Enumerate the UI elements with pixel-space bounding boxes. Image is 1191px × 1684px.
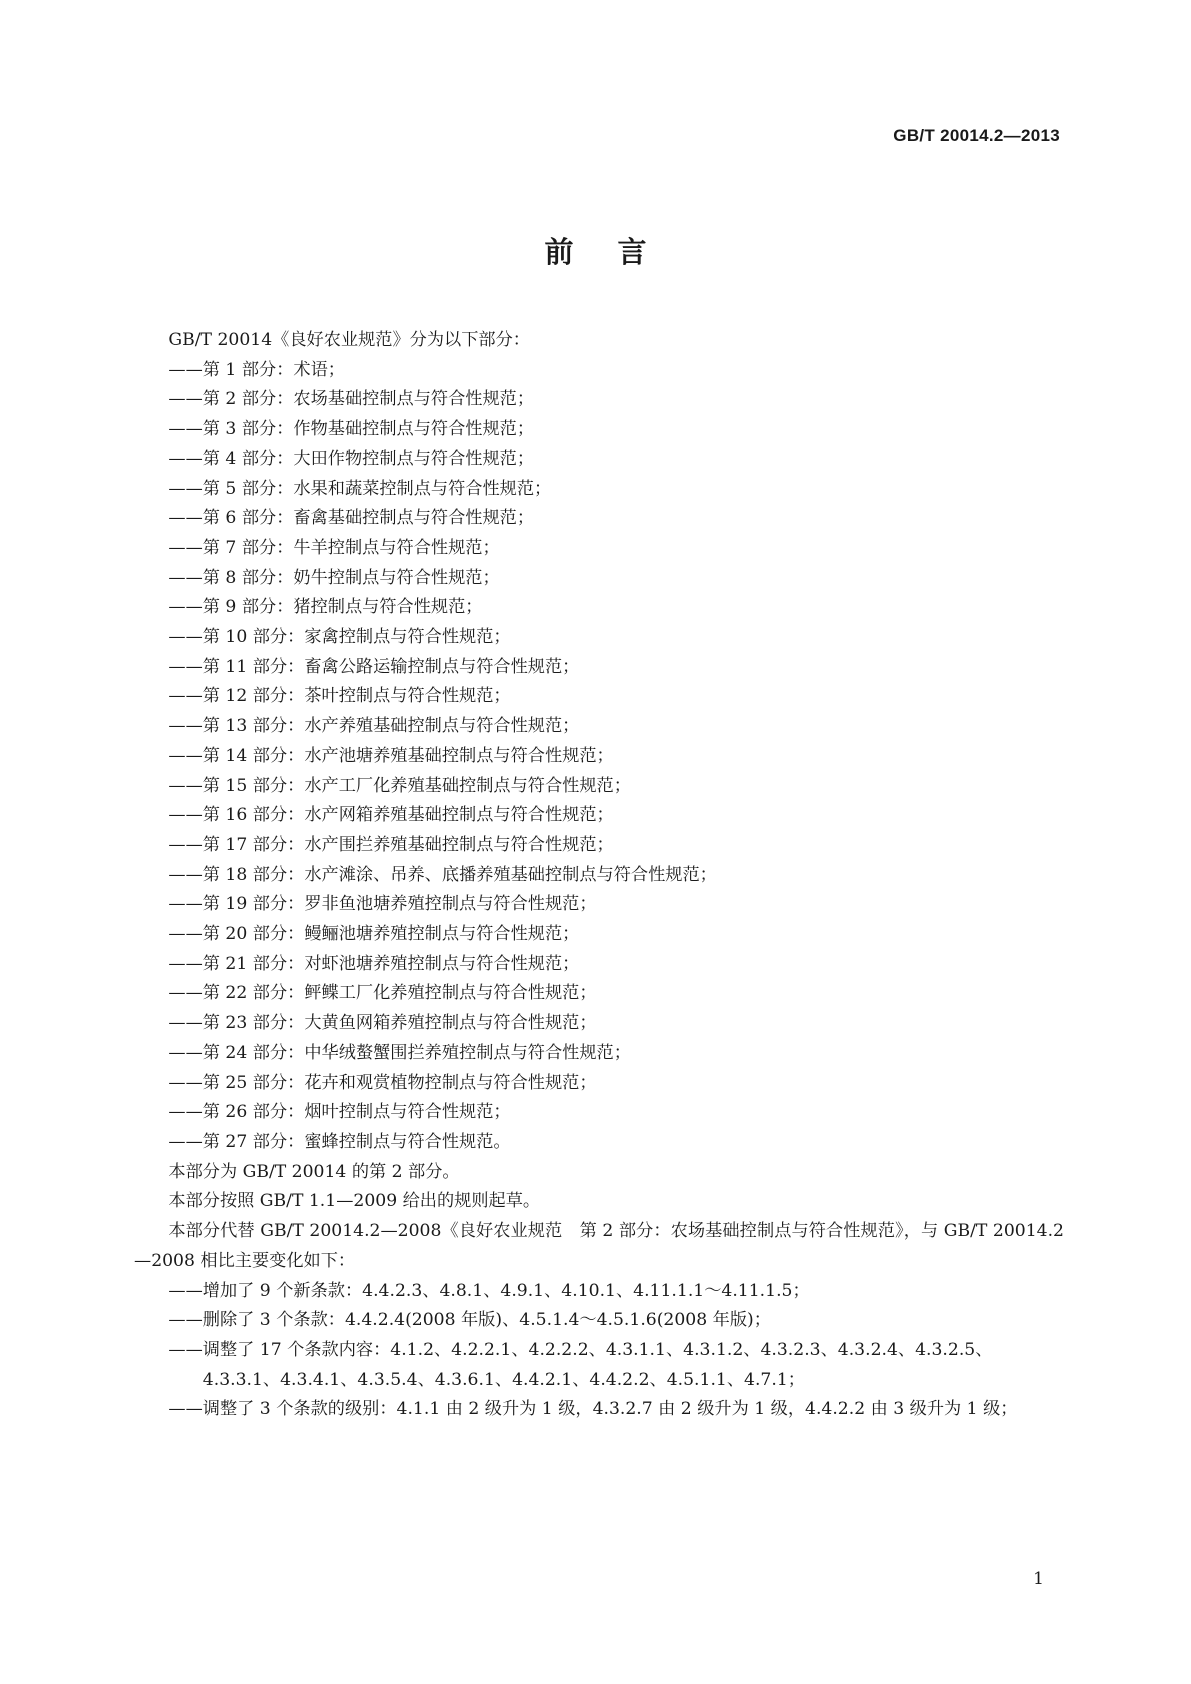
list-item: ——第 3 部分：作物基础控制点与符合性规范； <box>168 419 535 440</box>
list-item: ——删除了 3 个条款：4.4.2.4(2008 年版)、4.5.1.4～4.5.1.6(2008 年版)； <box>168 1310 771 1331</box>
list-item: ——调整了 17 个条款内容：4.1.2、4.2.2.1、4.2.2.2、4.3.1.1、4.3.1.2、4.3.2.3、4.3.2.4、4.3.2.5、4.3.3.1、4.3.4.1、4.3.5.4、4.3.6.1、4.4.2.1、4.4.2.2、4.5.1.1、4.7.1； <box>168 1339 993 1390</box>
list-item: ——第 5 部分：水果和蔬菜控制点与符合性规范； <box>168 478 552 499</box>
list-item: ——第 18 部分：水产滩涂、吊养、底播养殖基础控制点与符合性规范； <box>168 864 717 885</box>
parts-list <box>134 356 1064 1158</box>
list-item: ——第 11 部分：畜禽公路运输控制点与符合性规范； <box>168 656 580 677</box>
list-item: ——第 21 部分：对虾池塘养殖控制点与符合性规范； <box>168 953 580 974</box>
list-item: ——第 6 部分：畜禽基础控制点与符合性规范； <box>168 508 535 529</box>
list-item: ——第 12 部分：茶叶控制点与符合性规范； <box>168 686 511 707</box>
statement-replace: 本部分代替 GB/T 20014.2—2008《良好农业规范 第 2 部分：农场基础控制点与符合性规范》，与 GB/T 20014.2—2008 相比主要变化如下： <box>134 1221 1064 1271</box>
list-item: ——第 8 部分：奶牛控制点与符合性规范； <box>168 567 500 588</box>
list-item: ——第 15 部分：水产工厂化养殖基础控制点与符合性规范； <box>168 775 631 796</box>
statement-part: 本部分为 GB/T 20014 的第 2 部分。 <box>168 1161 460 1182</box>
list-item: ——第 2 部分：农场基础控制点与符合性规范； <box>168 389 535 410</box>
list-item: ——第 27 部分：蜜蜂控制点与符合性规范。 <box>168 1131 511 1152</box>
list-item: ——第 17 部分：水产围拦养殖基础控制点与符合性规范； <box>168 834 614 855</box>
list-item: ——第 26 部分：烟叶控制点与符合性规范； <box>168 1102 511 1123</box>
page-title: 前言 <box>544 235 691 269</box>
document-body <box>134 326 1064 1425</box>
list-item: ——第 9 部分：猪控制点与符合性规范； <box>168 597 483 618</box>
list-item: ——第 19 部分：罗非鱼池塘养殖控制点与符合性规范； <box>168 894 597 915</box>
list-item: ——第 23 部分：大黄鱼网箱养殖控制点与符合性规范； <box>168 1013 597 1034</box>
list-item: ——第 7 部分：牛羊控制点与符合性规范； <box>168 537 500 558</box>
standard-code: GB/T 20014.2—2013 <box>893 126 1060 145</box>
list-item: ——第 22 部分：鲆鲽工厂化养殖控制点与符合性规范； <box>168 983 597 1004</box>
intro-paragraph: GB/T 20014《良好农业规范》分为以下部分： <box>168 330 530 350</box>
list-item: ——第 20 部分：鳗鲡池塘养殖控制点与符合性规范； <box>168 924 580 945</box>
statement-rules: 本部分按照 GB/T 1.1—2009 给出的规则起草。 <box>168 1191 541 1212</box>
list-item: ——第 1 部分：术语； <box>168 359 345 380</box>
list-item: ——第 25 部分：花卉和观赏植物控制点与符合性规范； <box>168 1072 597 1093</box>
list-item: ——第 4 部分：大田作物控制点与符合性规范； <box>168 448 535 469</box>
page-number: 1 <box>1033 1569 1044 1589</box>
list-item: ——第 16 部分：水产网箱养殖基础控制点与符合性规范； <box>168 805 614 826</box>
list-item: ——第 14 部分：水产池塘养殖基础控制点与符合性规范； <box>168 745 614 766</box>
list-item: ——第 24 部分：中华绒螯蟹围拦养殖控制点与符合性规范； <box>168 1042 631 1063</box>
list-item: ——第 13 部分：水产养殖基础控制点与符合性规范； <box>168 716 580 737</box>
list-item: ——增加了 9 个新条款：4.4.2.3、4.8.1、4.9.1、4.10.1、4.11.1.1～4.11.1.5； <box>168 1280 810 1301</box>
changes-list <box>134 1277 1064 1426</box>
list-item: ——调整了 3 个条款的级别：4.1.1 由 2 级升为 1 级，4.3.2.7 由 2 级升为 1 级，4.4.2.2 由 3 级升为 1 级； <box>168 1399 1018 1420</box>
list-item: ——第 10 部分：家禽控制点与符合性规范； <box>168 627 511 648</box>
